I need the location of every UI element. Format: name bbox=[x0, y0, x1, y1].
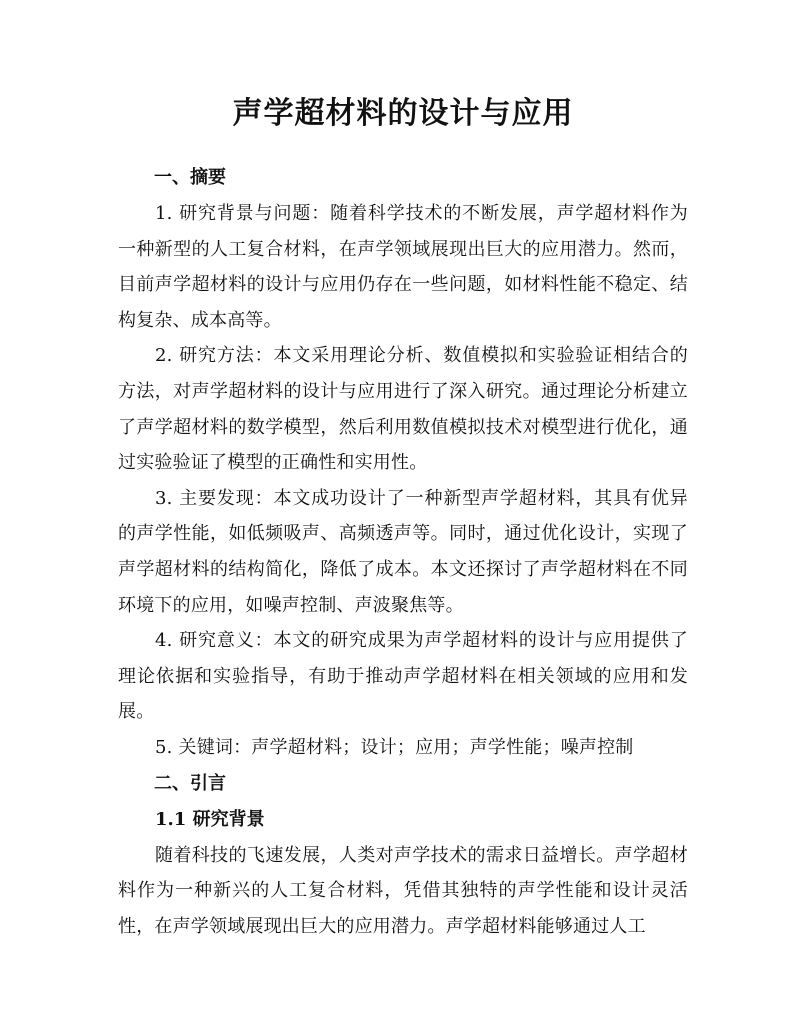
abstract-section bbox=[118, 160, 688, 766]
abstract-item-methods: 2. 研究方法：本文采用理论分析、数值模拟和实验验证相结合的方法，对声学超材料的设计与应用进行了深入研究。通过理论分析建立了声学超材料的数学模型，然后利用数值模拟技术对模型进行优化，通过实验验证了模型的正确性和实用性。 bbox=[118, 345, 688, 474]
document-title: 声学超材料的设计与应用 bbox=[232, 96, 574, 131]
introduction-heading: 二、引言 bbox=[154, 772, 226, 794]
abstract-item-findings: 3. 主要发现：本文成功设计了一种新型声学超材料，其具有优异的声学性能，如低频吸声、高频透声等。同时，通过优化设计，实现了声学超材料的结构简化，降低了成本。本文还探讨了声学超材料在不同环境下的应用，如噪声控制、声波聚焦等。 bbox=[118, 487, 688, 616]
research-background-paragraph: 随着科技的飞速发展，人类对声学技术的需求日益增长。声学超材料作为一种新兴的人工复合材料，凭借其独特的声学性能和设计灵活性，在声学领域展现出巨大的应用潜力。声学超材料能够通过人工 bbox=[118, 844, 688, 937]
abstract-item-keywords: 5. 关键词：声学超材料；设计；应用；声学性能；噪声控制 bbox=[155, 736, 634, 758]
abstract-item-background: 1. 研究背景与问题：随着科学技术的不断发展，声学超材料作为一种新型的人工复合材料，在声学领域展现出巨大的应用潜力。然而，目前声学超材料的设计与应用仍存在一些问题，如材料性能不稳定、结构复杂、成本高等。 bbox=[118, 203, 688, 331]
abstract-item-significance: 4. 研究意义：本文的研究成果为声学超材料的设计与应用提供了理论依据和实验指导，有助于推动声学超材料在相关领域的应用和发展。 bbox=[118, 630, 688, 723]
abstract-heading: 一、摘要 bbox=[154, 167, 226, 188]
research-background-subheading: 1.1 研究背景 bbox=[155, 808, 265, 830]
introduction-section bbox=[118, 766, 688, 945]
